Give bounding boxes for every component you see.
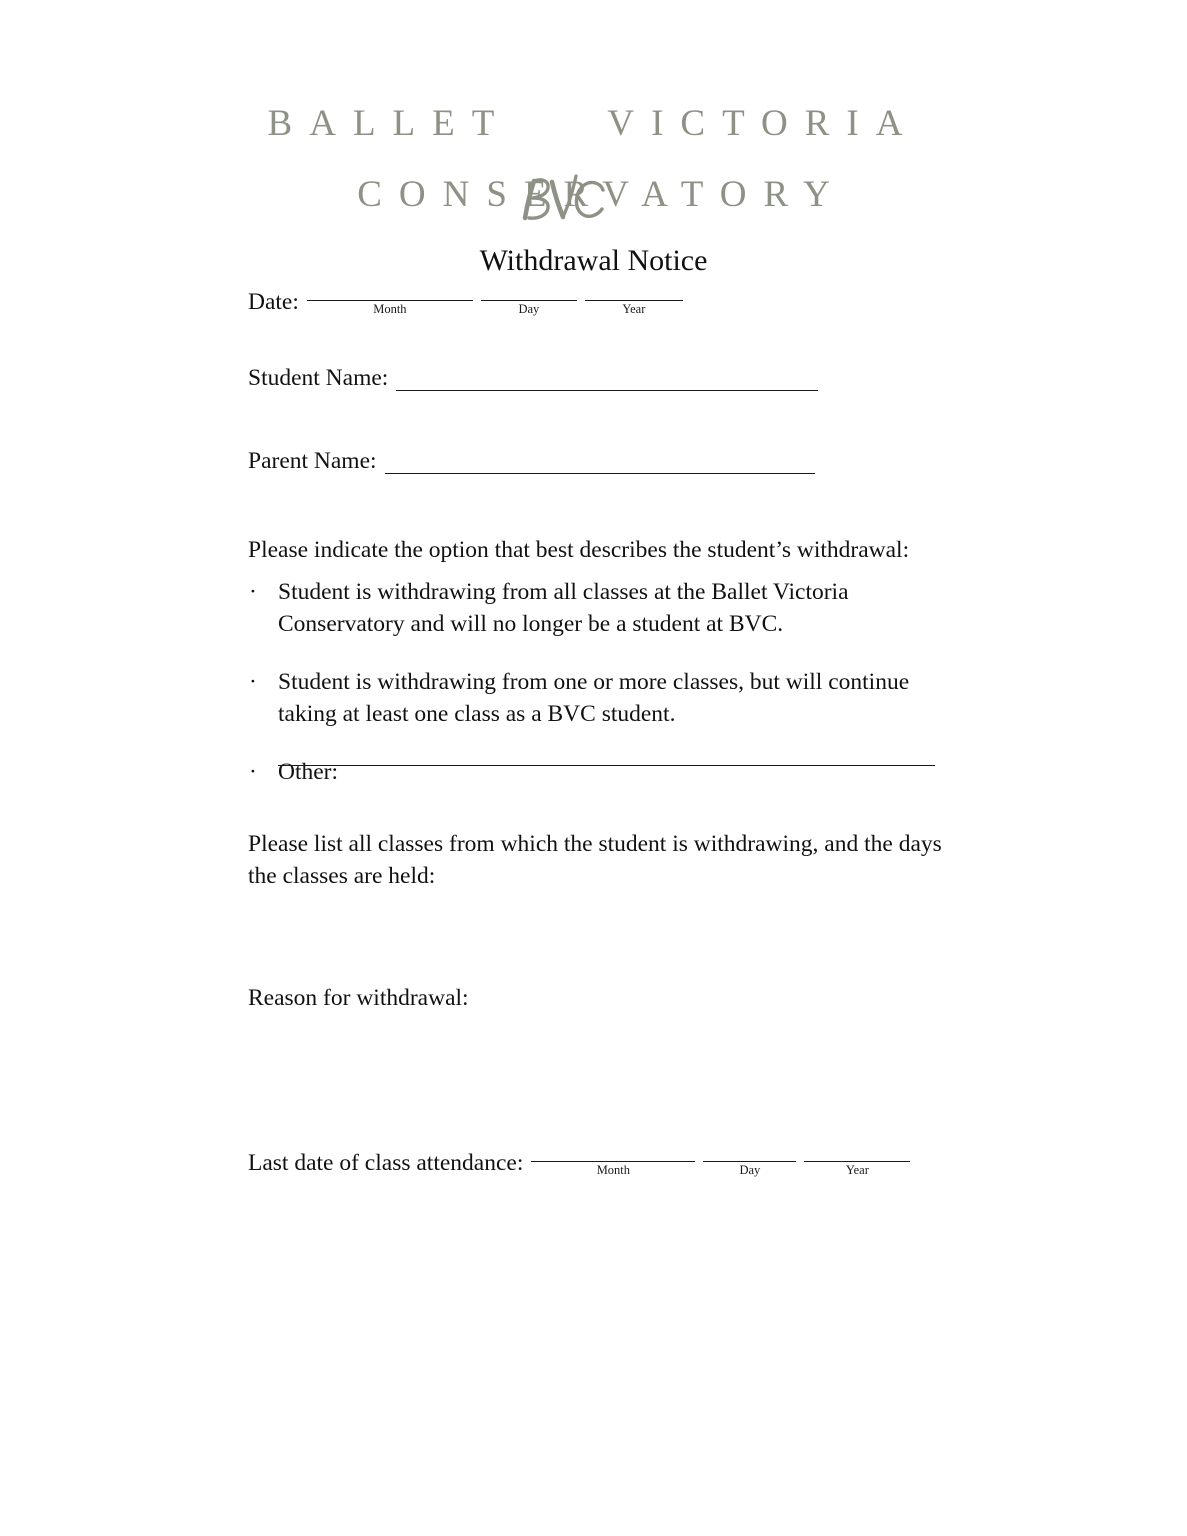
student-name-row (248, 367, 818, 393)
date-fields (307, 300, 683, 317)
parent-name-row (248, 450, 815, 476)
date-line (248, 291, 683, 317)
date-month-sublabel: Month (373, 301, 407, 316)
student-name-label: Student Name: (248, 365, 389, 391)
last-attendance-day-sublabel: Day (739, 1162, 761, 1177)
brand-word-victoria: VICTORIA (607, 102, 920, 144)
reason-prompt: Reason for withdrawal: (248, 985, 469, 1011)
last-attendance-label: Last date of class attendance: (248, 1150, 524, 1176)
parent-name-input[interactable] (385, 473, 815, 474)
parent-name-label: Parent Name: (248, 448, 377, 474)
brand-word-ballet: BALLET (267, 102, 512, 144)
withdrawal-options-list (248, 576, 948, 808)
page-title: Withdrawal Notice (479, 244, 708, 277)
bullet-icon: · (249, 579, 257, 605)
last-attendance-month-input[interactable] (531, 1161, 695, 1162)
student-name-input[interactable] (396, 390, 818, 391)
last-attendance-year-field[interactable] (804, 1161, 910, 1178)
list-item[interactable] (248, 666, 948, 731)
date-day-field[interactable] (481, 300, 577, 317)
last-attendance-month-field[interactable] (531, 1161, 695, 1178)
bullet-icon: · (249, 668, 257, 695)
last-attendance-date-line (248, 1152, 910, 1178)
date-year-field[interactable] (585, 300, 683, 317)
last-attendance-year-sublabel: Year (845, 1162, 869, 1177)
last-attendance-month-sublabel: Month (596, 1162, 631, 1177)
last-attendance-fields (531, 1161, 910, 1178)
classes-prompt: Please list all classes from which the student is withdrawing, and the days the classes are held: (248, 831, 942, 890)
brand-line-secondary: CONSERVATORY (357, 174, 847, 215)
list-item[interactable] (248, 756, 948, 788)
list-item-label: Other: (278, 758, 339, 785)
list-item[interactable] (248, 576, 948, 641)
date-month-input[interactable] (307, 300, 473, 301)
list-item-label: Student is withdrawing from all classes at the Ballet Victoria Conservatory and will no longer be a student at BVC. (278, 579, 849, 638)
date-year-sublabel: Year (622, 301, 646, 316)
list-item-label: Student is withdrawing from one or more classes, but will continue taking at least one class as a BVC student. (278, 668, 910, 728)
date-day-input[interactable] (481, 300, 577, 301)
last-attendance-day-input[interactable] (703, 1161, 796, 1162)
reason-answer-area[interactable] (248, 1030, 948, 1130)
brand-line-primary (0, 92, 1187, 154)
letterhead (0, 92, 1187, 213)
date-year-input[interactable] (585, 300, 683, 301)
bvc-monogram-icon (511, 94, 607, 156)
other-reason-input[interactable] (278, 765, 935, 766)
bullet-icon: · (249, 758, 257, 785)
classes-answer-area[interactable] (248, 900, 948, 970)
date-month-field[interactable] (307, 300, 473, 317)
date-label: Date: (248, 289, 299, 315)
date-day-sublabel: Day (518, 301, 540, 316)
options-prompt: Please indicate the option that best describes the student’s withdrawal: (248, 537, 910, 563)
last-attendance-day-field[interactable] (703, 1161, 796, 1178)
last-attendance-year-input[interactable] (804, 1161, 910, 1162)
